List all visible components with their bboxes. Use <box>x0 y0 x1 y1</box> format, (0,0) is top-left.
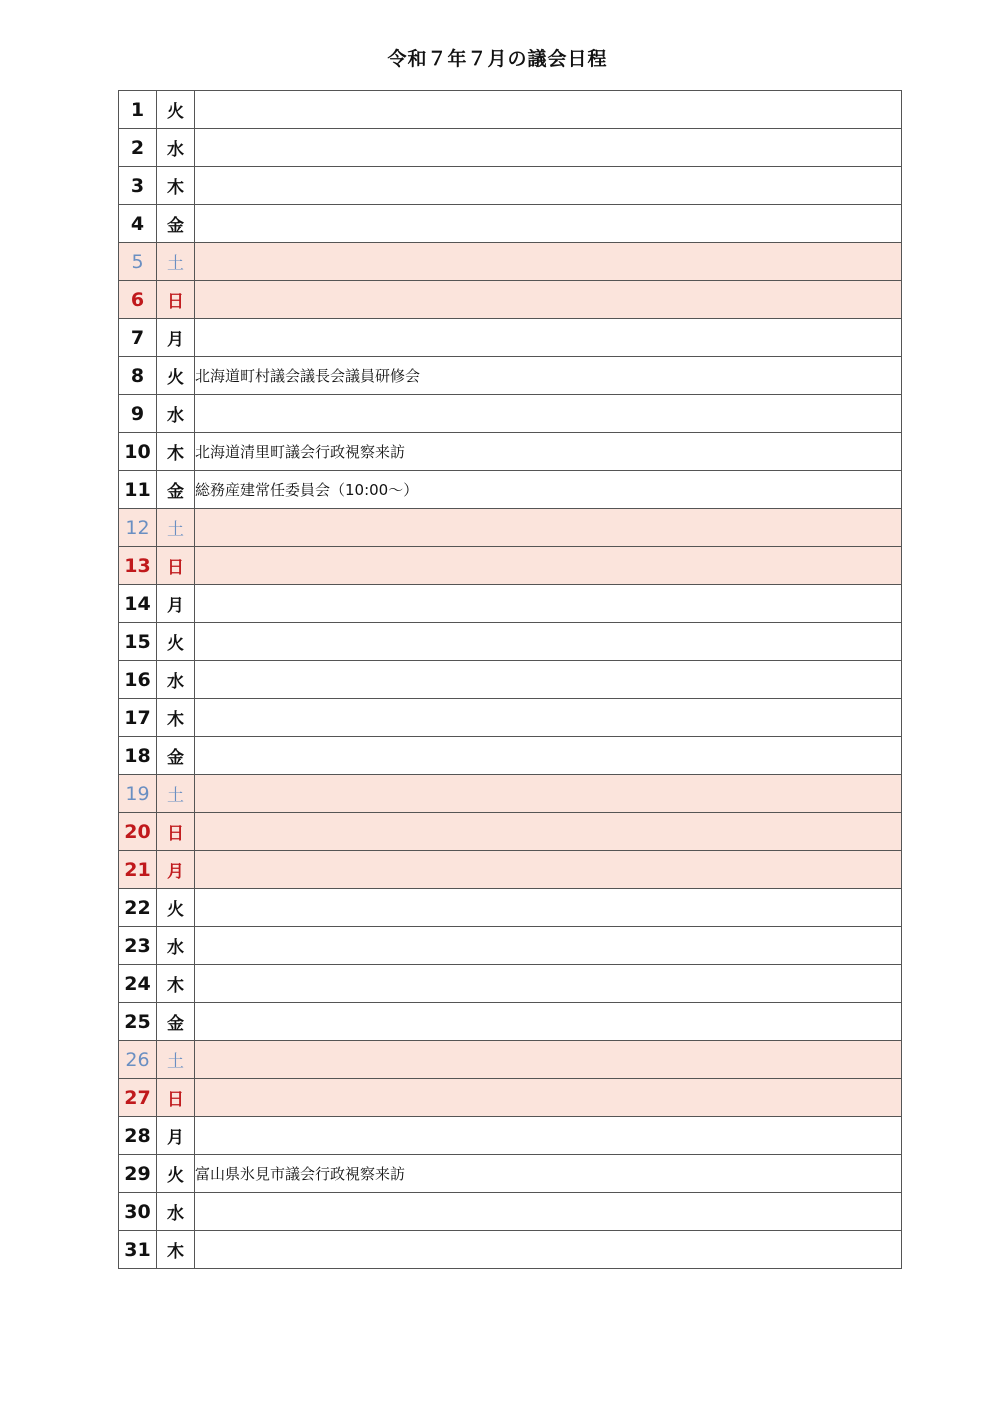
event-cell: 富山県氷見市議会行政視察来訪 <box>195 1155 902 1193</box>
day-number: 19 <box>119 775 157 813</box>
day-number: 18 <box>119 737 157 775</box>
day-of-week: 水 <box>157 1193 195 1231</box>
event-cell <box>195 661 902 699</box>
schedule-row <box>119 471 902 509</box>
day-number: 10 <box>119 433 157 471</box>
day-number: 25 <box>119 1003 157 1041</box>
day-number: 4 <box>119 205 157 243</box>
event-cell <box>195 965 902 1003</box>
schedule-row <box>119 433 902 471</box>
day-of-week: 木 <box>157 965 195 1003</box>
day-number: 27 <box>119 1079 157 1117</box>
event-cell <box>195 281 902 319</box>
day-of-week: 土 <box>157 509 195 547</box>
day-number: 12 <box>119 509 157 547</box>
event-cell <box>195 1231 902 1269</box>
schedule-body <box>119 91 902 1269</box>
schedule-row <box>119 91 902 129</box>
event-cell <box>195 547 902 585</box>
day-number: 7 <box>119 319 157 357</box>
schedule-row <box>119 205 902 243</box>
event-cell <box>195 1079 902 1117</box>
event-cell <box>195 699 902 737</box>
day-number: 29 <box>119 1155 157 1193</box>
day-of-week: 月 <box>157 585 195 623</box>
day-number: 11 <box>119 471 157 509</box>
schedule-row <box>119 851 902 889</box>
day-of-week: 水 <box>157 661 195 699</box>
event-cell <box>195 395 902 433</box>
day-of-week: 木 <box>157 433 195 471</box>
event-cell <box>195 889 902 927</box>
day-number: 20 <box>119 813 157 851</box>
schedule-row <box>119 1117 902 1155</box>
day-of-week: 日 <box>157 547 195 585</box>
day-of-week: 金 <box>157 1003 195 1041</box>
event-cell <box>195 509 902 547</box>
event-cell <box>195 91 902 129</box>
day-of-week: 火 <box>157 889 195 927</box>
schedule-row <box>119 243 902 281</box>
day-of-week: 月 <box>157 851 195 889</box>
day-number: 23 <box>119 927 157 965</box>
day-number: 31 <box>119 1231 157 1269</box>
event-cell <box>195 129 902 167</box>
event-cell <box>195 243 902 281</box>
day-number: 9 <box>119 395 157 433</box>
event-cell: 総務産建常任委員会（10:00～） <box>195 471 902 509</box>
day-of-week: 水 <box>157 395 195 433</box>
day-of-week: 土 <box>157 243 195 281</box>
event-cell <box>195 167 902 205</box>
day-of-week: 土 <box>157 1041 195 1079</box>
day-number: 13 <box>119 547 157 585</box>
schedule-row <box>119 585 902 623</box>
day-number: 2 <box>119 129 157 167</box>
day-of-week: 火 <box>157 357 195 395</box>
day-of-week: 月 <box>157 1117 195 1155</box>
day-of-week: 火 <box>157 623 195 661</box>
day-number: 5 <box>119 243 157 281</box>
day-of-week: 金 <box>157 737 195 775</box>
day-number: 22 <box>119 889 157 927</box>
schedule-row <box>119 395 902 433</box>
schedule-row <box>119 1155 902 1193</box>
event-cell <box>195 205 902 243</box>
day-of-week: 土 <box>157 775 195 813</box>
event-cell <box>195 1041 902 1079</box>
schedule-row <box>119 1041 902 1079</box>
schedule-row <box>119 889 902 927</box>
schedule-row <box>119 167 902 205</box>
event-cell <box>195 737 902 775</box>
event-cell <box>195 1193 902 1231</box>
day-number: 14 <box>119 585 157 623</box>
day-number: 1 <box>119 91 157 129</box>
day-of-week: 日 <box>157 281 195 319</box>
day-of-week: 木 <box>157 167 195 205</box>
day-number: 28 <box>119 1117 157 1155</box>
event-cell <box>195 775 902 813</box>
schedule-row <box>119 927 902 965</box>
day-of-week: 日 <box>157 1079 195 1117</box>
schedule-row <box>119 623 902 661</box>
event-cell <box>195 585 902 623</box>
event-cell <box>195 319 902 357</box>
day-number: 17 <box>119 699 157 737</box>
day-of-week: 金 <box>157 471 195 509</box>
day-of-week: 木 <box>157 699 195 737</box>
schedule-row <box>119 737 902 775</box>
event-cell <box>195 1117 902 1155</box>
schedule-row <box>119 775 902 813</box>
event-cell <box>195 813 902 851</box>
day-number: 30 <box>119 1193 157 1231</box>
day-of-week: 金 <box>157 205 195 243</box>
schedule-row <box>119 1079 902 1117</box>
day-number: 24 <box>119 965 157 1003</box>
day-of-week: 月 <box>157 319 195 357</box>
schedule-row <box>119 281 902 319</box>
schedule-row <box>119 509 902 547</box>
schedule-row <box>119 319 902 357</box>
schedule-table <box>118 90 902 1269</box>
event-cell: 北海道町村議会議長会議員研修会 <box>195 357 902 395</box>
day-number: 8 <box>119 357 157 395</box>
schedule-row <box>119 813 902 851</box>
day-number: 3 <box>119 167 157 205</box>
day-number: 21 <box>119 851 157 889</box>
day-of-week: 水 <box>157 129 195 167</box>
day-of-week: 木 <box>157 1231 195 1269</box>
day-of-week: 水 <box>157 927 195 965</box>
schedule-row <box>119 1193 902 1231</box>
day-of-week: 火 <box>157 91 195 129</box>
event-cell <box>195 851 902 889</box>
page-title: 令和７年７月の議会日程 <box>387 48 608 70</box>
day-number: 26 <box>119 1041 157 1079</box>
schedule-row <box>119 699 902 737</box>
event-cell <box>195 623 902 661</box>
day-of-week: 日 <box>157 813 195 851</box>
schedule-row <box>119 1003 902 1041</box>
event-cell <box>195 927 902 965</box>
schedule-row <box>119 1231 902 1269</box>
schedule-row <box>119 547 902 585</box>
day-number: 16 <box>119 661 157 699</box>
event-cell: 北海道清里町議会行政視察来訪 <box>195 433 902 471</box>
day-of-week: 火 <box>157 1155 195 1193</box>
event-cell <box>195 1003 902 1041</box>
schedule-row <box>119 965 902 1003</box>
schedule-row <box>119 661 902 699</box>
schedule-row <box>119 129 902 167</box>
day-number: 15 <box>119 623 157 661</box>
day-number: 6 <box>119 281 157 319</box>
schedule-row <box>119 357 902 395</box>
